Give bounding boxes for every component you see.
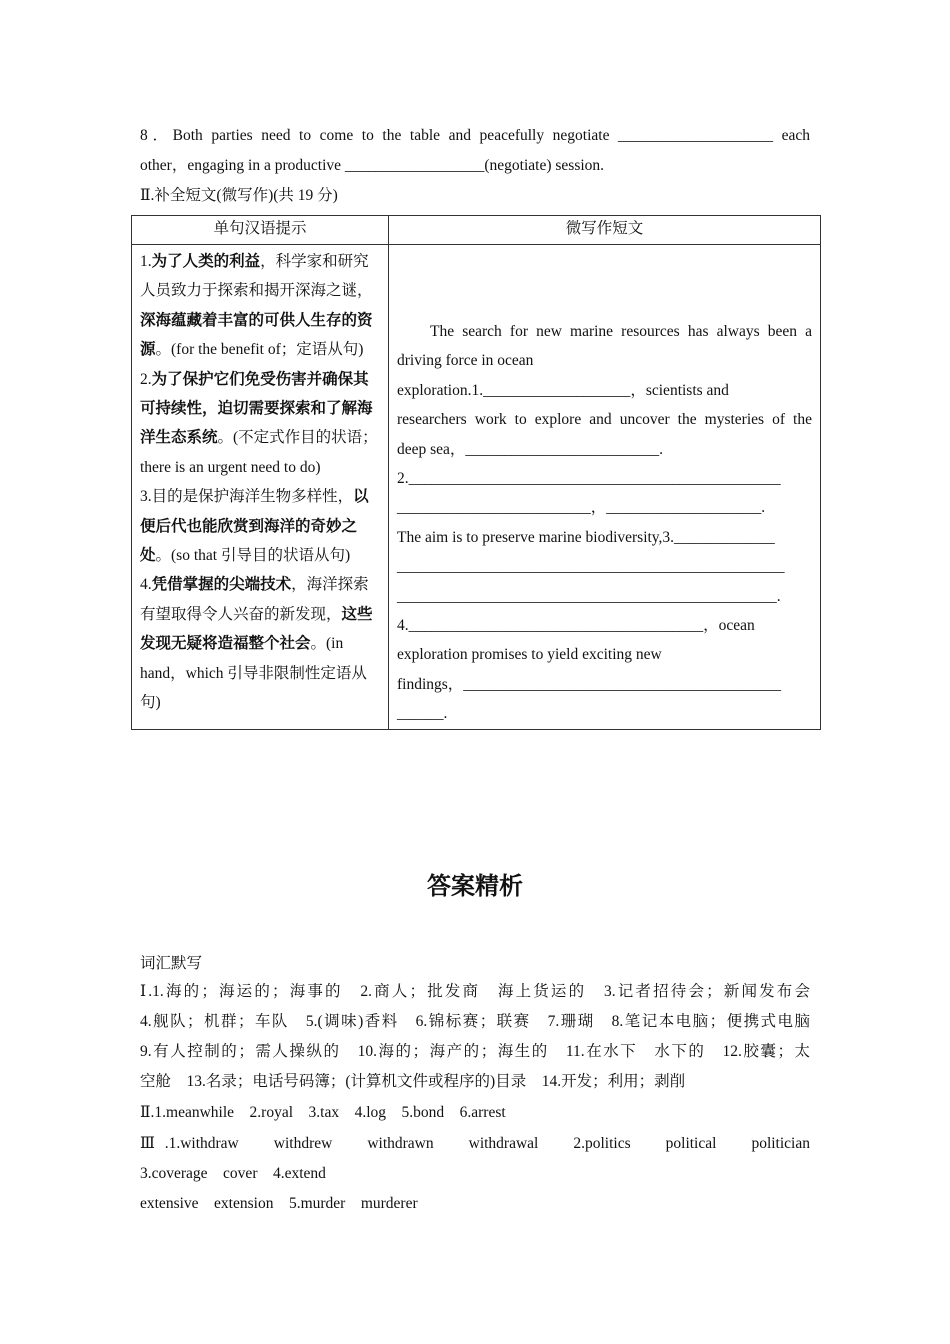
answer-line: 9.有人控制的；需人操纵的 10.海的；海产的；海生的 11.在水下 水下的 12.胶囊；太 bbox=[140, 1043, 810, 1060]
passage-line: deep sea，_________________________. bbox=[397, 440, 664, 458]
hint-3 bbox=[140, 482, 382, 570]
hint-bold: 凭借掌握的尖端技术 bbox=[151, 576, 292, 594]
passage-line: ______. bbox=[397, 705, 448, 723]
answer-line: Ⅰ.1.海的；海运的；海事的 2.商人；批发商 海上货运的 3.记者招待会；新闻发布会 bbox=[140, 983, 810, 1000]
hint-text: 2. bbox=[140, 370, 152, 388]
hint-text: ，海洋探索有望取得令人兴奋的新发现， bbox=[140, 576, 369, 623]
hint-bold: 为了保护它们免受伤害并确保其可持续性，迫切需要探索和了解海洋生态系统 bbox=[140, 370, 373, 447]
column-header-hints: 单句汉语提示 bbox=[132, 216, 389, 245]
question-8-line-1: 8．Both parties need to come to the table and peacefully negotiate ____________________ each bbox=[140, 127, 810, 144]
answers-title: 答案精析 bbox=[427, 874, 523, 900]
hint-text: 1. bbox=[140, 253, 152, 270]
hint-bold: 这些发现无疑将造福整个社会 bbox=[140, 605, 373, 653]
question-8-line-2: other，engaging in a productive __________________(negotiate) session. bbox=[140, 157, 605, 174]
hint-1 bbox=[140, 247, 382, 365]
passage-line: exploration promises to yield exciting new bbox=[397, 646, 662, 664]
hint-text: 4. bbox=[140, 576, 152, 594]
answer-line: 3.coverage cover 4.extend bbox=[140, 1165, 326, 1182]
passage-line: The aim is to preserve marine biodiversity,3._____________ bbox=[397, 528, 775, 546]
passage-line: The search for new marine resources has always been a bbox=[430, 323, 812, 340]
passage-line: _________________________________________________. bbox=[397, 587, 781, 605]
section-2-heading: Ⅱ.补全短文(微写作)(共 19 分) bbox=[140, 187, 338, 204]
answer-line: Ⅲ.1.withdraw withdrew withdrawn withdrawal 2.politics political politician bbox=[140, 1135, 810, 1152]
answer-line: extensive extension 5.murder murderer bbox=[140, 1195, 418, 1212]
passage-line: 2.________________________________________________ bbox=[397, 470, 781, 488]
passage-line: 4.______________________________________，ocean bbox=[397, 617, 755, 635]
hint-bold: 为了人类的利益 bbox=[151, 253, 261, 270]
hint-text: 。(so that 引导目的状语从句) bbox=[155, 547, 351, 565]
passage-line: __________________________________________________ bbox=[397, 558, 785, 576]
hint-text: ，科学家和研究人员致力于探索和揭开深海之谜， bbox=[140, 253, 373, 300]
answer-line: 4.舰队；机群；车队 5.(调味)香料 6.锦标赛；联赛 7.珊瑚 8.笔记本电脑；便携式电脑 bbox=[140, 1013, 810, 1030]
table-body-row bbox=[132, 245, 821, 730]
passage-line: _________________________，____________________. bbox=[397, 499, 766, 517]
answers-subtitle: 词汇默写 bbox=[140, 955, 203, 972]
passage-line: exploration.1.___________________，scientists and bbox=[397, 381, 729, 399]
hint-bold: 以便后代也能欣赏到海洋的奇妙之处 bbox=[140, 488, 369, 565]
passage-line: researchers work to explore and uncover the mysteries of the bbox=[397, 411, 812, 429]
hint-bold: 深海蕴藏着丰富的可供人生存的资源 bbox=[140, 311, 373, 359]
hint-text: 。(in hand，which 引导非限制性定语从句) bbox=[140, 635, 367, 712]
hint-text: 。(不定式作目的状语；there is an urgent need to do) bbox=[140, 429, 378, 476]
column-header-passage: 微写作短文 bbox=[389, 216, 821, 245]
hint-4 bbox=[140, 570, 382, 717]
table-header-row bbox=[132, 216, 821, 245]
passage-cell bbox=[389, 245, 821, 730]
answer-line: Ⅱ.1.meanwhile 2.royal 3.tax 4.log 5.bond 6.arrest bbox=[140, 1104, 506, 1121]
answer-line: 空舱 13.名录；电话号码簿；(计算机文件或程序的)目录 14.开发；利用；剥削 bbox=[140, 1073, 686, 1090]
hint-cell bbox=[132, 245, 389, 730]
hint-text: 。(for the benefit of；定语从句) bbox=[155, 341, 364, 359]
passage-line: findings，_________________________________________ bbox=[397, 675, 782, 693]
passage-line: driving force in ocean bbox=[397, 352, 534, 370]
hint-text: 3.目的是保护海洋生物多样性， bbox=[140, 488, 354, 506]
hint-2 bbox=[140, 365, 382, 483]
writing-exercise-table bbox=[131, 215, 821, 730]
